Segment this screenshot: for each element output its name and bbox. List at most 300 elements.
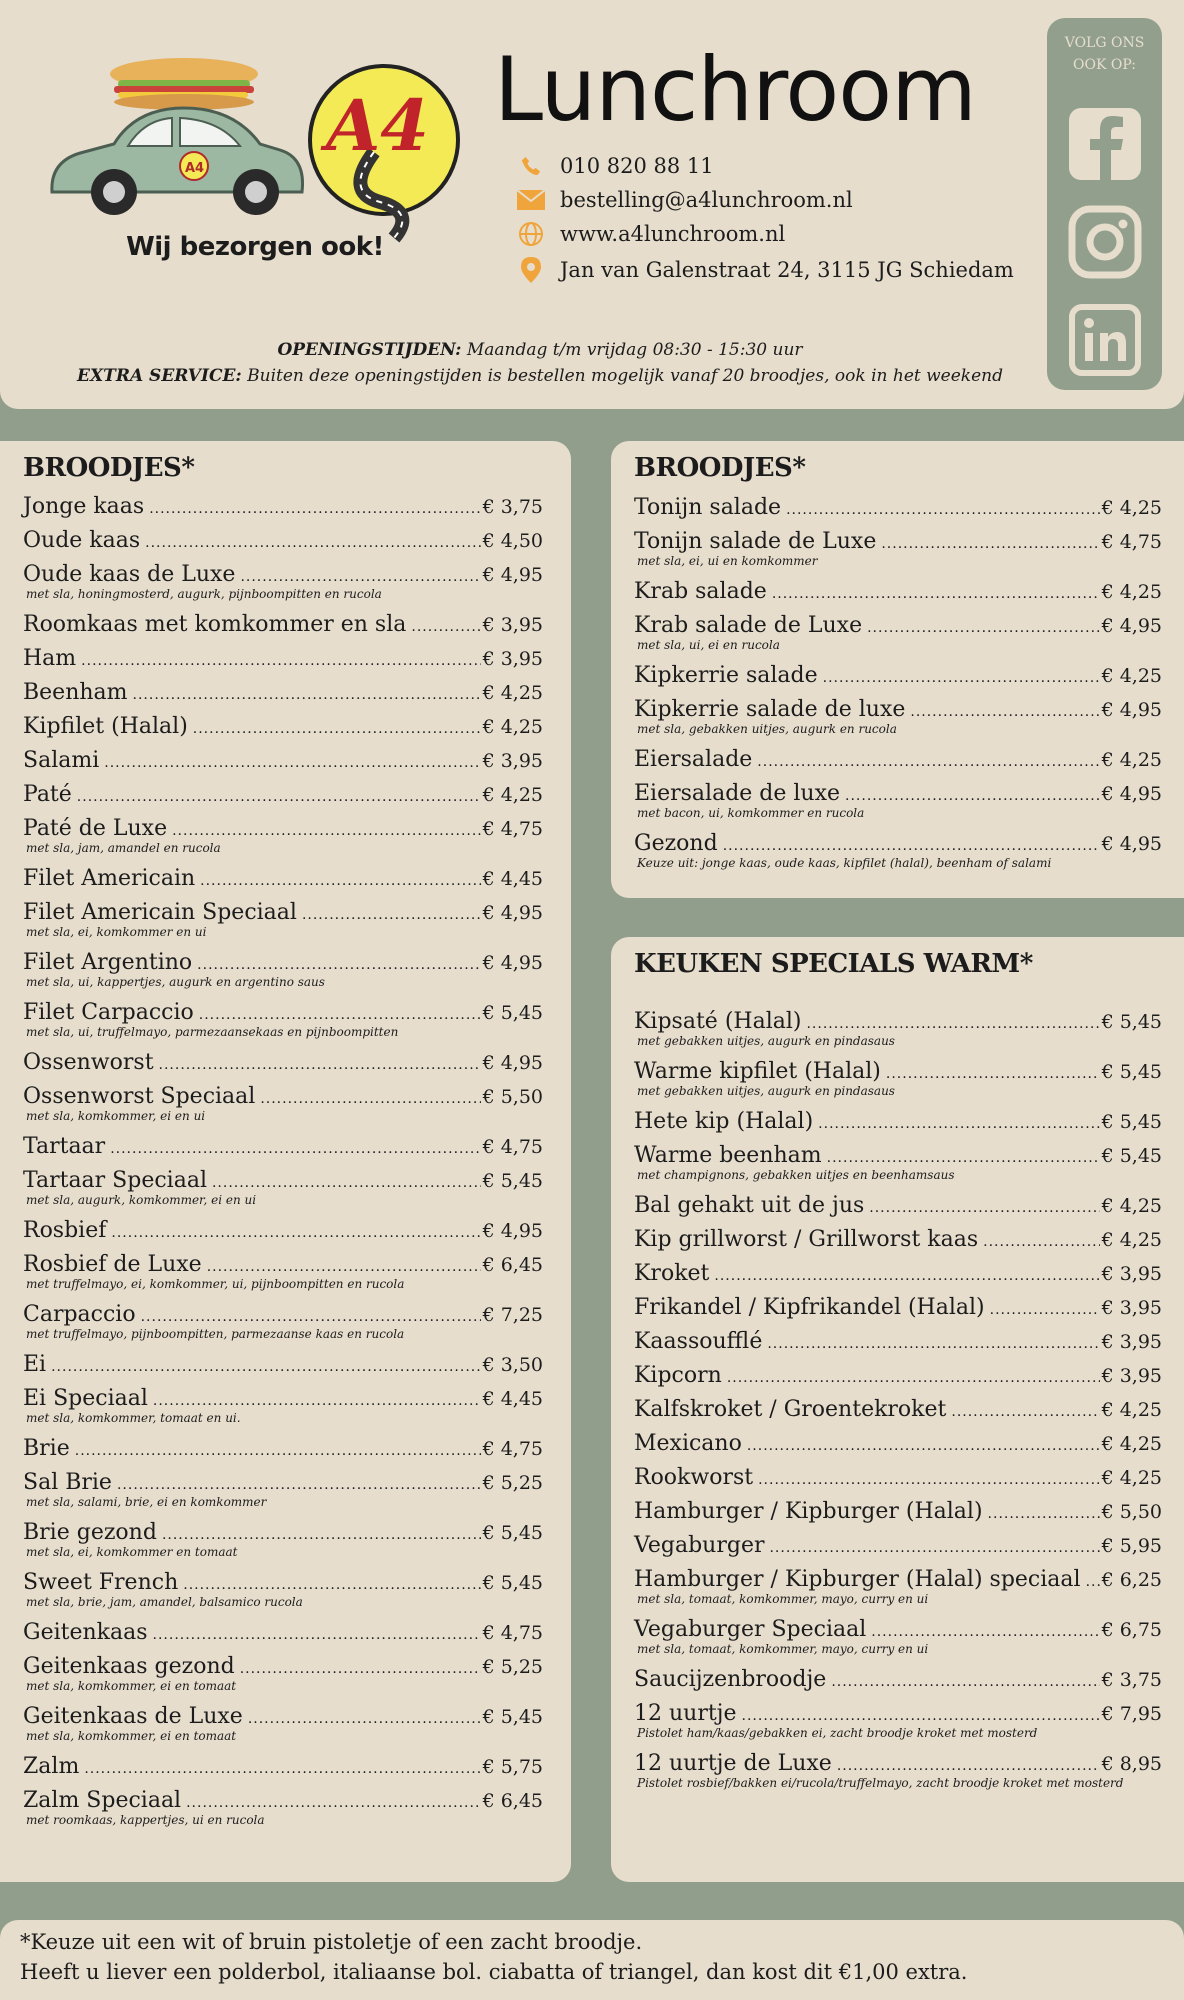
menu-item-name: Filet Argentino [23, 950, 193, 975]
dot-leader [159, 1050, 481, 1080]
menu-item-price: € 4,25 [1101, 665, 1162, 687]
menu-item-row [23, 1752, 543, 1782]
menu-item-name: Kalfskroket / Groentekroket [634, 1397, 947, 1422]
service-label: EXTRA SERVICE: [77, 366, 242, 386]
menu-item-name: Geitenkaas [23, 1620, 148, 1645]
menu-item-description: met sla, jam, amandel en rucola [26, 841, 221, 855]
menu-item-description: Pistolet rosbief/bakken ei/rucola/truffelmayo, zacht broodje kroket met mosterd [637, 1776, 1124, 1790]
menu-item-row [23, 780, 543, 810]
menu-item-name: Tartaar [23, 1134, 106, 1159]
hours-text: Maandag t/m vrijdag 08:30 - 15:30 uur [466, 340, 803, 360]
section-title-broodjes-right: BROODJES* [634, 453, 806, 483]
contact-phone[interactable] [516, 150, 714, 182]
menu-item [634, 1463, 1162, 1493]
menu-item-name: Ham [23, 646, 77, 671]
menu-item-description: met sla, salami, brie, ei en komkommer [26, 1495, 267, 1509]
menu-item-row [23, 1350, 543, 1380]
menu-item-description: met sla, ui, ei en rucola [637, 638, 780, 652]
menu-item-description: met sla, tomaat, komkommer, mayo, curry en ui [637, 1642, 929, 1656]
dot-leader [988, 1499, 1100, 1529]
menu-item [634, 1749, 1162, 1791]
menu-item-price: € 5,45 [1101, 1061, 1162, 1083]
social-title-line2: OOK OP: [1073, 57, 1136, 74]
menu-item-row [634, 1395, 1162, 1425]
menu-item [23, 1048, 543, 1078]
menu-item [634, 1615, 1162, 1657]
menu-item [23, 998, 543, 1040]
menu-item-name: Ossenworst Speciaal [23, 1084, 256, 1109]
broodjes-right-panel [611, 441, 1184, 898]
menu-item-row [634, 1259, 1162, 1289]
menu-item-price: € 5,45 [482, 1706, 543, 1728]
footer-panel [0, 1920, 1184, 2000]
menu-item-row [23, 1618, 543, 1648]
menu-item-price: € 4,25 [1101, 749, 1162, 771]
menu-item-row [634, 1463, 1162, 1493]
menu-item-row [634, 1699, 1162, 1729]
menu-item-row [634, 1141, 1162, 1171]
menu-item-price: € 4,25 [482, 784, 543, 806]
menu-item [634, 1107, 1162, 1137]
dot-leader [77, 782, 481, 812]
dot-leader [240, 1654, 481, 1684]
menu-item-price: € 4,75 [1101, 531, 1162, 553]
menu-item-price: € 4,95 [482, 952, 543, 974]
menu-item-price: € 5,75 [482, 1756, 543, 1778]
menu-item [634, 1497, 1162, 1527]
linkedin-icon[interactable] [1067, 302, 1143, 378]
dot-leader [758, 1465, 1099, 1495]
menu-item-row [634, 1665, 1162, 1695]
dot-leader [81, 646, 480, 676]
menu-item-name: 12 uurtje de Luxe [634, 1751, 832, 1776]
mail-icon [516, 185, 546, 215]
menu-item-name: Vegaburger Speciaal [634, 1617, 867, 1642]
menu-item-row [23, 1518, 543, 1548]
menu-item-row [634, 695, 1162, 725]
menu-item-row [634, 527, 1162, 557]
menu-item-price: € 4,95 [1101, 833, 1162, 855]
menu-item-row [634, 611, 1162, 641]
menu-item-price: € 3,95 [1101, 1263, 1162, 1285]
menu-item-name: Sweet French [23, 1570, 179, 1595]
menu-item-price: € 4,25 [1101, 497, 1162, 519]
menu-item-row [634, 1057, 1162, 1087]
menu-item-price: € 4,45 [482, 1388, 543, 1410]
menu-item-price: € 5,45 [482, 1522, 543, 1544]
menu-item-name: Tonijn salade [634, 495, 782, 520]
menu-item-price: € 6,75 [1101, 1619, 1162, 1641]
menu-item-price: € 5,45 [1101, 1111, 1162, 1133]
menu-item [634, 1141, 1162, 1183]
menu-item [634, 745, 1162, 775]
menu-item-row [23, 1216, 543, 1246]
tagline: Wij bezorgen ook! [126, 232, 384, 262]
menu-item-description: met roomkaas, kappertjes, ui en rucola [26, 1813, 265, 1827]
a4-logo [44, 42, 464, 247]
menu-item-price: € 8,95 [1101, 1753, 1162, 1775]
menu-item-name: Filet Americain [23, 866, 196, 891]
menu-item-name: Hete kip (Halal) [634, 1109, 814, 1134]
menu-item-name: Sal Brie [23, 1470, 112, 1495]
menu-item [23, 1132, 543, 1162]
menu-item-row [634, 1327, 1162, 1357]
header-panel [0, 0, 1184, 409]
menu-item-price: € 5,45 [1101, 1145, 1162, 1167]
menu-item-price: € 4,75 [482, 818, 543, 840]
menu-item [23, 1468, 543, 1510]
menu-item-row [634, 1615, 1162, 1645]
menu-item-row [634, 1361, 1162, 1391]
menu-item-row [634, 1565, 1162, 1595]
menu-item-price: € 4,50 [482, 530, 543, 552]
menu-item-name: Saucijzenbroodje [634, 1667, 827, 1692]
menu-item-price: € 4,95 [1101, 615, 1162, 637]
menu-item-price: € 3,95 [482, 750, 543, 772]
menu-item-row [23, 712, 543, 742]
menu-item [23, 1786, 543, 1828]
menu-item-name: Eiersalade de luxe [634, 781, 841, 806]
menu-item-name: Brie [23, 1436, 70, 1461]
menu-item-name: Ei [23, 1352, 47, 1377]
menu-item [634, 1293, 1162, 1323]
menu-item-name: Bal gehakt uit de jus [634, 1193, 865, 1218]
menu-item-row [23, 814, 543, 844]
menu-item-name: Kipkerrie salade de luxe [634, 697, 906, 722]
menu-item-row [23, 898, 543, 928]
menu-item-description: met champignons, gebakken uitjes en beenhamsaus [637, 1168, 955, 1182]
menu-item [23, 1082, 543, 1124]
menu-item [23, 644, 543, 674]
menu-item-row [23, 492, 543, 522]
menu-item [23, 1250, 543, 1292]
menu-item-description: met truffelmayo, ei, komkommer, ui, pijnboompitten en rucola [26, 1277, 405, 1291]
dot-leader [84, 1754, 480, 1784]
menu-item [23, 1702, 543, 1744]
dot-leader [867, 613, 1099, 643]
menu-item [23, 1300, 543, 1342]
menu-item [634, 1429, 1162, 1459]
menu-item [23, 1384, 543, 1426]
menu-item-price: € 3,95 [482, 648, 543, 670]
menu-item-row [23, 1132, 543, 1162]
menu-item-row [634, 661, 1162, 691]
menu-item-price: € 4,25 [1101, 1195, 1162, 1217]
menu-item [634, 577, 1162, 607]
keuken-specials-panel [611, 937, 1184, 1882]
menu-item-price: € 5,45 [1101, 1011, 1162, 1033]
menu-item-name: Eiersalade [634, 747, 753, 772]
menu-item [23, 712, 543, 742]
menu-item-price: € 5,45 [482, 1002, 543, 1024]
menu-item-row [634, 493, 1162, 523]
menu-item-row [23, 1702, 543, 1732]
menu-item-name: Warme beenham [634, 1143, 822, 1168]
menu-item-name: Hamburger / Kipburger (Halal) speciaal [634, 1567, 1081, 1592]
menu-item [23, 1434, 543, 1464]
menu-item-row [634, 577, 1162, 607]
menu-item-name: Frikandel / Kipfrikandel (Halal) [634, 1295, 985, 1320]
menu-item-row [23, 1786, 543, 1816]
phone-text: 010 820 88 11 [560, 154, 714, 178]
menu-item [23, 526, 543, 556]
menu-item-name: Brie gezond [23, 1520, 157, 1545]
menu-item-price: € 4,95 [482, 564, 543, 586]
menu-item-name: Mexicano [634, 1431, 742, 1456]
menu-item-description: met bacon, ui, komkommer en rucola [637, 806, 865, 820]
extra-service [40, 366, 1040, 386]
menu-item-row [23, 526, 543, 556]
menu-item [23, 1652, 543, 1694]
menu-item [23, 864, 543, 894]
dot-leader [260, 1084, 480, 1114]
address-text: Jan van Galenstraat 24, 3115 JG Schiedam [560, 258, 1014, 282]
menu-item-price: € 6,45 [482, 1254, 543, 1276]
menu-item-row [634, 1107, 1162, 1137]
dot-leader [248, 1704, 481, 1734]
globe-icon [516, 219, 546, 249]
menu-item-price: € 4,95 [482, 902, 543, 924]
dot-leader [767, 1329, 1099, 1359]
menu-item [634, 493, 1162, 523]
brand-title: Lunchroom [494, 38, 976, 141]
menu-item-row [23, 948, 543, 978]
menu-item-description: met sla, komkommer, tomaat en ui. [26, 1411, 241, 1425]
menu-item-description: met sla, gebakken uitjes, augurk en rucola [637, 722, 897, 736]
menu-item [23, 780, 543, 810]
menu-item-price: € 6,45 [482, 1790, 543, 1812]
dot-leader [302, 900, 481, 930]
dot-leader [831, 1667, 1099, 1697]
menu-item-price: € 7,25 [482, 1304, 543, 1326]
menu-item-row [23, 1434, 543, 1464]
menu-item-price: € 4,45 [482, 868, 543, 890]
menu-item [23, 898, 543, 940]
menu-item-price: € 5,25 [482, 1472, 543, 1494]
menu-item-price: € 4,75 [482, 1136, 543, 1158]
menu-item-name: Warme kipfilet (Halal) [634, 1059, 881, 1084]
menu-item-price: € 3,50 [482, 1354, 543, 1376]
menu-item-description: met gebakken uitjes, augurk en pindasaus [637, 1084, 895, 1098]
menu-item [634, 1699, 1162, 1741]
menu-item-description: Pistolet ham/kaas/gebakken ei, zacht broodje kroket met mosterd [637, 1726, 1038, 1740]
menu-item-description: met sla, ei, komkommer en tomaat [26, 1545, 238, 1559]
menu-item-price: € 4,95 [1101, 783, 1162, 805]
menu-item-name: Kipfilet (Halal) [23, 714, 188, 739]
menu-item-name: Oude kaas [23, 528, 141, 553]
menu-item-name: Kipsaté (Halal) [634, 1009, 802, 1034]
menu-item-row [634, 1749, 1162, 1779]
menu-item-row [634, 1007, 1162, 1037]
menu-item-description: met gebakken uitjes, augurk en pindasaus [637, 1034, 895, 1048]
menu-item-name: Tonijn salade de Luxe [634, 529, 877, 554]
menu-item-price: € 4,75 [482, 1622, 543, 1644]
contact-website[interactable] [516, 218, 785, 250]
section-title-broodjes: BROODJES* [23, 453, 195, 483]
svg-text:A4: A4 [326, 84, 430, 167]
menu-item-name: Tartaar Speciaal [23, 1168, 207, 1193]
dot-leader [153, 1620, 481, 1650]
contact-email[interactable] [516, 184, 853, 216]
menu-item [23, 560, 543, 602]
menu-item-price: € 3,75 [1101, 1669, 1162, 1691]
menu-item-row [634, 1293, 1162, 1323]
menu-item-row [23, 560, 543, 590]
menu-item-row [23, 746, 543, 776]
menu-item-row [634, 1225, 1162, 1255]
social-title-line1: VOLG ONS [1064, 35, 1145, 51]
menu-item-row [23, 644, 543, 674]
menu-item-name: Vegaburger [634, 1533, 765, 1558]
menu-item-price: € 4,25 [1101, 581, 1162, 603]
menu-item-price: € 4,25 [1101, 1399, 1162, 1421]
menu-item-row [634, 1497, 1162, 1527]
menu-item-row [634, 829, 1162, 859]
menu-item-price: € 4,25 [1101, 1433, 1162, 1455]
menu-item-name: Rosbief de Luxe [23, 1252, 202, 1277]
menu-item-price: € 3,95 [1101, 1365, 1162, 1387]
menu-item [634, 1327, 1162, 1357]
social-sidebar [1047, 18, 1162, 390]
menu-item [634, 1531, 1162, 1561]
menu-item-row [23, 1568, 543, 1598]
dot-leader [990, 1295, 1100, 1325]
menu-item-row [23, 1250, 543, 1280]
menu-item [634, 527, 1162, 569]
menu-item-name: Geitenkaas de Luxe [23, 1704, 243, 1729]
menu-item [634, 1361, 1162, 1391]
menu-item-name: Krab salade de Luxe [634, 613, 863, 638]
dot-leader [886, 1059, 1100, 1089]
social-title [1047, 32, 1162, 77]
menu-item [23, 1216, 543, 1246]
menu-item-row [634, 1531, 1162, 1561]
menu-item-description: met sla, ei, komkommer en ui [26, 925, 207, 939]
dot-leader [772, 579, 1100, 609]
menu-item-description: met sla, komkommer, ei en ui [26, 1109, 206, 1123]
dot-leader [51, 1352, 480, 1382]
menu-item-name: Kroket [634, 1261, 710, 1286]
menu-item [634, 661, 1162, 691]
menu-item-description: met sla, augurk, komkommer, ei en ui [26, 1193, 257, 1207]
menu-item-row [23, 1652, 543, 1682]
menu-item-price: € 5,25 [482, 1656, 543, 1678]
dot-leader [411, 612, 480, 642]
menu-item-description: met sla, komkommer, ei en tomaat [26, 1729, 237, 1743]
menu-item [23, 678, 543, 708]
menu-item-description: met sla, honingmosterd, augurk, pijnboompitten en rucola [26, 587, 382, 601]
menu-item-description: met sla, ui, truffelmayo, parmezaansekaas en pijnboompitten [26, 1025, 399, 1039]
dot-leader [845, 781, 1100, 811]
menu-item-name: Ossenworst [23, 1050, 154, 1075]
dot-leader [881, 529, 1099, 559]
menu-item-name: Paté [23, 782, 72, 807]
menu-item-row [23, 1082, 543, 1112]
dot-leader [727, 1363, 1100, 1393]
website-text: www.a4lunchroom.nl [560, 222, 786, 246]
broodjes-left-panel [0, 441, 571, 1882]
menu-item-price: € 3,95 [1101, 1297, 1162, 1319]
dot-leader [75, 1436, 481, 1466]
menu-item [23, 1618, 543, 1648]
menu-item-price: € 5,50 [1101, 1501, 1162, 1523]
menu-item-name: Kip grillworst / Grillworst kaas [634, 1227, 979, 1252]
instagram-icon[interactable] [1067, 204, 1143, 280]
menu-item-price: € 7,95 [1101, 1703, 1162, 1725]
menu-item-name: Beenham [23, 680, 128, 705]
menu-item-name: Gezond [634, 831, 718, 856]
menu-item-row [23, 1048, 543, 1078]
menu-item-price: € 3,95 [1101, 1331, 1162, 1353]
menu-item-price: € 5,95 [1101, 1535, 1162, 1557]
menu-item-name: Zalm [23, 1754, 80, 1779]
location-pin-icon [516, 255, 546, 285]
footer-note-2: Heeft u liever een polderbol, italiaanse bol. ciabatta of triangel, dan kost dit €1,00 extra. [20, 1960, 968, 1984]
dot-leader [769, 1533, 1099, 1563]
menu-item [634, 1057, 1162, 1099]
menu-item-row [23, 678, 543, 708]
menu-item-row [634, 1191, 1162, 1221]
menu-item-row [634, 745, 1162, 775]
menu-item [634, 1665, 1162, 1695]
section-title-keuken: KEUKEN SPECIALS WARM* [634, 949, 1033, 979]
email-text: bestelling@a4lunchroom.nl [560, 188, 853, 212]
menu-item-name: Kipcorn [634, 1363, 722, 1388]
menu-item-price: € 4,25 [1101, 1467, 1162, 1489]
menu-item [23, 1350, 543, 1380]
dot-leader [983, 1227, 1099, 1257]
dot-leader [910, 697, 1099, 727]
menu-item-description: met sla, ei, ui en komkommer [637, 554, 818, 568]
dot-leader [747, 1431, 1100, 1461]
menu-item [23, 610, 543, 640]
menu-item-price: € 6,25 [1101, 1569, 1162, 1591]
dot-leader [104, 748, 480, 778]
menu-item [23, 492, 543, 522]
menu-item [23, 1518, 543, 1560]
dot-leader [145, 528, 480, 558]
menu-item-price: € 4,75 [482, 1438, 543, 1460]
menu-item [634, 695, 1162, 737]
menu-item-description: met sla, tomaat, komkommer, mayo, curry en ui [637, 1592, 929, 1606]
menu-item-name: Roomkaas met komkommer en sla [23, 612, 407, 637]
menu-item-name: Rosbief [23, 1218, 107, 1243]
menu-item-row [23, 1300, 543, 1330]
footer-note-1: *Keuze uit een wit of bruin pistoletje of een zacht broodje. [20, 1930, 643, 1954]
menu-item-name: Jonge kaas [23, 494, 145, 519]
menu-item-name: Zalm Speciaal [23, 1788, 182, 1813]
menu-item-name: Krab salade [634, 579, 767, 604]
menu-item-name: Filet Carpaccio [23, 1000, 194, 1025]
menu-item [634, 779, 1162, 821]
menu-item-description: Keuze uit: jonge kaas, oude kaas, kipfilet (halal), beenham of salami [637, 856, 1052, 870]
menu-item-row [23, 1166, 543, 1196]
menu-item-price: € 5,45 [482, 1170, 543, 1192]
menu-item [634, 1565, 1162, 1607]
menu-item-row [23, 1384, 543, 1414]
menu-item-price: € 4,95 [482, 1220, 543, 1242]
dot-leader [951, 1397, 1099, 1427]
facebook-icon[interactable] [1067, 106, 1143, 182]
phone-icon [516, 151, 546, 181]
dot-leader [818, 1109, 1099, 1139]
contact-address[interactable] [516, 254, 1014, 286]
dot-leader [193, 714, 481, 744]
menu-item-name: Filet Americain Speciaal [23, 900, 297, 925]
menu-item-name: Kaassoufflé [634, 1329, 763, 1354]
menu-item-row [634, 1429, 1162, 1459]
menu-item-row [23, 610, 543, 640]
